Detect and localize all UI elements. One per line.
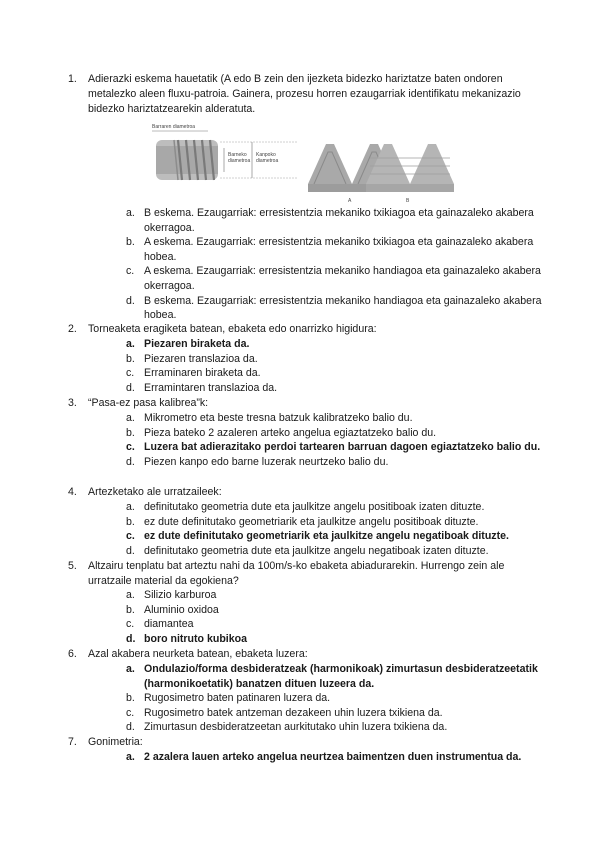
question-text: Torneaketa eragiketa batean, ebaketa edo onarrizko higidura: [88,323,377,335]
option-3c[interactable] [126,440,546,455]
option-text: Piezaren translazioa da. [144,352,258,365]
option-3d[interactable] [126,455,546,470]
option-text: diamantea [144,618,194,631]
question-4-options [126,500,546,558]
option-6a[interactable] [126,662,546,691]
question-7 [68,735,538,750]
option-text: Erraminaren biraketa da. [144,367,261,380]
question-number: 2. [68,323,77,335]
option-letter: d. [126,632,136,645]
option-1c[interactable] [126,264,546,293]
figure-label-outer-diameter-2: diametroa [256,158,279,164]
question-2 [68,322,538,337]
question-5-options [126,588,546,646]
question-number: 6. [68,648,77,660]
option-letter: d. [126,294,135,307]
option-letter: b. [126,236,135,249]
option-text: A eskema. Ezaugarriak: erresistentzia mekaniko txikiagoa eta gainazaleko akabera hobea. [144,236,534,263]
option-letter: b. [126,603,135,616]
option-text: boro nitruto kubikoa [144,632,247,645]
option-letter: d. [126,544,135,557]
question-text: Azal akabera neurketa batean, ebaketa luzera: [88,648,308,660]
option-3a[interactable] [126,411,546,426]
option-letter: a. [126,589,135,601]
option-text: definitutako geometria dute eta jaulkitze angelu positiboak izaten dituzte. [144,501,485,513]
figure-label-outer-diameter: Kanpoko [256,152,276,158]
figure-label-b: B [406,198,410,204]
option-letter: b. [126,515,135,528]
question-3 [68,396,538,411]
option-text: Silizio karburoa [144,589,217,601]
question-number: 1. [68,73,77,85]
option-letter: c. [126,441,135,454]
option-letter: a. [126,412,135,424]
question-number: 4. [68,486,77,498]
option-text: Piezen kanpo edo barne luzerak neurtzeko balio du. [144,455,389,468]
option-text: Mikrometro eta beste tresna batzuk kalibratzeko balio du. [144,412,413,424]
option-text: A eskema. Ezaugarriak: erresistentzia mekaniko handiagoa eta gainazaleko akabera okerragoa. [144,265,541,292]
option-6b[interactable] [126,691,546,706]
option-text: definitutako geometria dute eta jaulkitze angelu negatiboak izaten dituzte. [144,544,489,557]
option-text: Erramintaren translazioa da. [144,381,278,394]
question-number: 7. [68,736,77,748]
option-text: Rugosimetro batek antzeman dezakeen uhin luzera txikiena da. [144,706,443,719]
question-text: Altzairu tenplatu bat arteztu nahi da 100m/s-ko ebaketa abiadurarekin. Hurrengo zein ale urratzaile material da egokiena? [88,560,505,587]
option-text: ez dute definitutako geometriarik eta jaulkitze angelu negatiboak dituzte. [144,530,509,543]
option-2b[interactable] [126,352,546,367]
option-text: Zimurtasun desbideratzeetan aurkitutako uhin luzera txikiena da. [144,721,448,734]
option-letter: a. [126,501,135,513]
question-2-options [126,337,546,395]
option-letter: d. [126,381,135,394]
option-1a[interactable] [126,206,546,235]
question-text: Artezketako ale urratzaileek: [88,486,222,498]
option-4b[interactable] [126,515,546,530]
option-text: Rugosimetro baten patinaren luzera da. [144,692,331,705]
option-letter: c. [126,618,135,631]
option-4c[interactable] [126,529,546,544]
question-6-options [126,662,546,735]
option-2a[interactable] [126,337,546,352]
question-text: “Pasa-ez pasa kalibrea”k: [88,397,209,409]
option-text: Aluminio oxidoa [144,603,219,616]
question-text: Adierazki eskema hauetatik (A edo B zein den ijezketa bidezko hariztatze baten ondoren metalezko aleen fluxu-patroia. Gainera, prozesu horren ezaugarriak identifikatu mekanizazio bidezko hariztatzearekin alderatuta. [88,73,521,115]
figure-label-inner-diameter-2: diametroa [228,158,251,164]
option-letter: b. [126,426,135,439]
option-1b[interactable] [126,235,546,264]
option-text: Pieza bateko 2 azaleren arteko angelua egiaztatzeko balio du. [144,426,437,439]
option-letter: a. [126,338,135,350]
option-3b[interactable] [126,426,546,441]
figure-label-a: A [348,198,352,204]
option-5c[interactable] [126,617,546,632]
option-letter: c. [126,367,135,380]
question-text: Gonimetria: [88,736,143,748]
question-1-options [126,206,546,323]
question-number: 5. [68,560,77,572]
question-3-options [126,411,546,469]
option-text: Luzera bat adierazitako perdoi tartearen barruan dagoen egiaztatzeko balio du. [144,441,541,454]
option-1d[interactable] [126,294,546,323]
option-letter: d. [126,455,135,468]
option-letter: a. [126,663,135,675]
option-text: Piezaren biraketa da. [144,338,250,350]
option-letter: c. [126,530,135,543]
option-letter: b. [126,352,135,365]
thread-figure [148,118,454,204]
option-4a[interactable] [126,500,546,515]
option-text: ez dute definitutako geometriarik eta jaulkitze angelu positiboak dituzte. [144,515,479,528]
option-2c[interactable] [126,366,546,381]
option-letter: a. [126,751,135,763]
option-5a[interactable] [126,588,546,603]
option-letter: a. [126,207,135,219]
question-5 [68,559,538,589]
threaded-rod-image [156,140,218,180]
option-letter: c. [126,265,135,278]
option-2d[interactable] [126,381,546,396]
question-number: 3. [68,397,77,409]
question-7-options [126,750,546,765]
question-1 [68,72,538,117]
option-4d[interactable] [126,544,546,559]
option-letter: d. [126,721,135,734]
option-letter: c. [126,706,135,719]
option-7a[interactable] [126,750,546,765]
option-text: 2 azalera lauen arteko angelua neurtzea baimentzen duen instrumentua da. [144,751,522,763]
option-6d[interactable] [126,720,546,735]
question-4 [68,485,538,500]
option-text: B eskema. Ezaugarriak: erresistentzia mekaniko txikiagoa eta gainazaleko akabera okerragoa. [144,207,534,234]
figure-label-inner-diameter: Barneko [228,152,247,158]
option-text: B eskema. Ezaugarriak: erresistentzia mekaniko handiagoa eta gainazaleko akabera hobea. [144,294,542,322]
option-text: Ondulazio/forma desbideratzeak (harmonikoak) zimurtasun desbideratzeetatik (harmonikoetatik) banatzen dituen luzeera da. [144,663,538,690]
option-5b[interactable] [126,603,546,618]
option-6c[interactable] [126,706,546,721]
option-letter: b. [126,692,135,705]
question-6 [68,647,538,662]
option-5d[interactable] [126,632,546,647]
figure-caption-bar-diameter: Barraren diametroa [152,124,196,130]
